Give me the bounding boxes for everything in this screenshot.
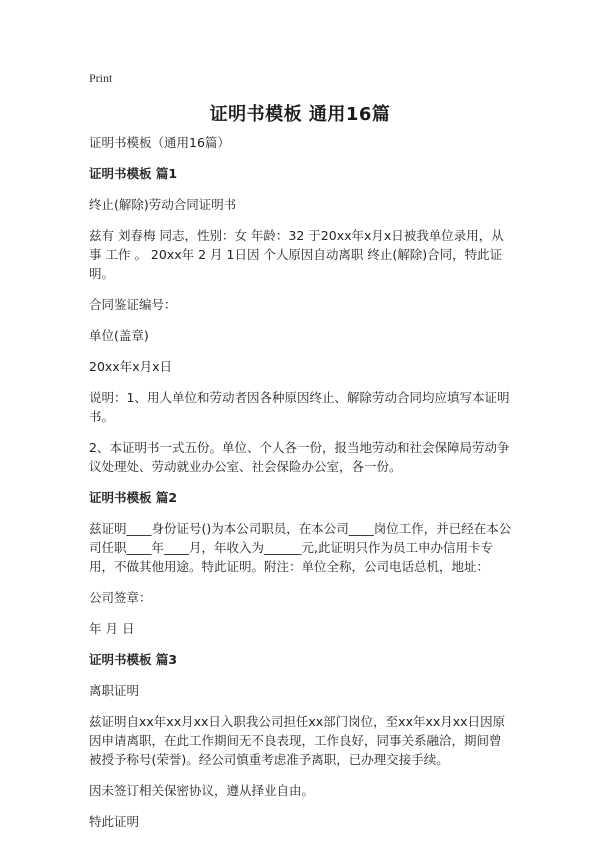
section-heading-2: 证明书模板 篇2	[89, 490, 178, 505]
print-label: Print	[89, 71, 113, 85]
section-heading-3: 证明书模板 篇3	[89, 652, 178, 667]
paragraph: 年 月 日	[89, 621, 135, 636]
paragraph: 单位(盖章)	[89, 328, 149, 343]
paragraph: 离职证明	[89, 683, 140, 698]
paragraph: 说明：1、用人单位和劳动者因各种原因终止、解除劳动合同均应填写本证明书。	[89, 390, 510, 424]
paragraph: 公司签章：	[89, 590, 152, 605]
paragraph: 因未签订相关保密协议，遵从择业自由。	[89, 783, 315, 798]
paragraph: 兹有 刘春梅 同志，性别：女 年龄：32 于20xx年x月x日被我单位录用，从事 工作 。 20xx年 2 月 1日因 个人原因自动离职 终止(解除)合同，特此证明。	[89, 228, 504, 281]
document-body	[89, 133, 513, 843]
intro-line: 证明书模板（通用16篇）	[89, 135, 230, 150]
paragraph: 兹证明自xx年xx月xx日入职我公司担任xx部门岗位，至xx年xx月xx日因原因申请离职，在此工作期间无不良表现，工作良好，同事关系融洽，期间曾被授予称号(荣誉)。经公司慎重考虑准予离职，已办理交接手续。	[89, 714, 506, 767]
page-title: 证明书模板 通用16篇	[209, 104, 391, 125]
paragraph: 特此证明	[89, 814, 140, 829]
paragraph: 20xx年x月x日	[89, 359, 172, 374]
paragraph: 兹证明____身份证号()为本公司职员，在本公司____岗位工作，并已经在本公司任职____年____月，年收入为______元,此证明只作为员工申办信用卡专用，不做其他用途。特此证明。附注：单位全称，公司电话总机，地址：	[89, 521, 512, 574]
paragraph: 终止(解除)劳动合同证明书	[89, 197, 237, 212]
paragraph: 合同鉴证编号：	[89, 297, 177, 312]
paragraph: 2、本证明书一式五份。单位、个人各一份，报当地劳动和社会保障局劳动争议处理处、劳动就业办公室、社会保险办公室，各一份。	[89, 440, 510, 474]
section-heading-1: 证明书模板 篇1	[89, 166, 178, 181]
